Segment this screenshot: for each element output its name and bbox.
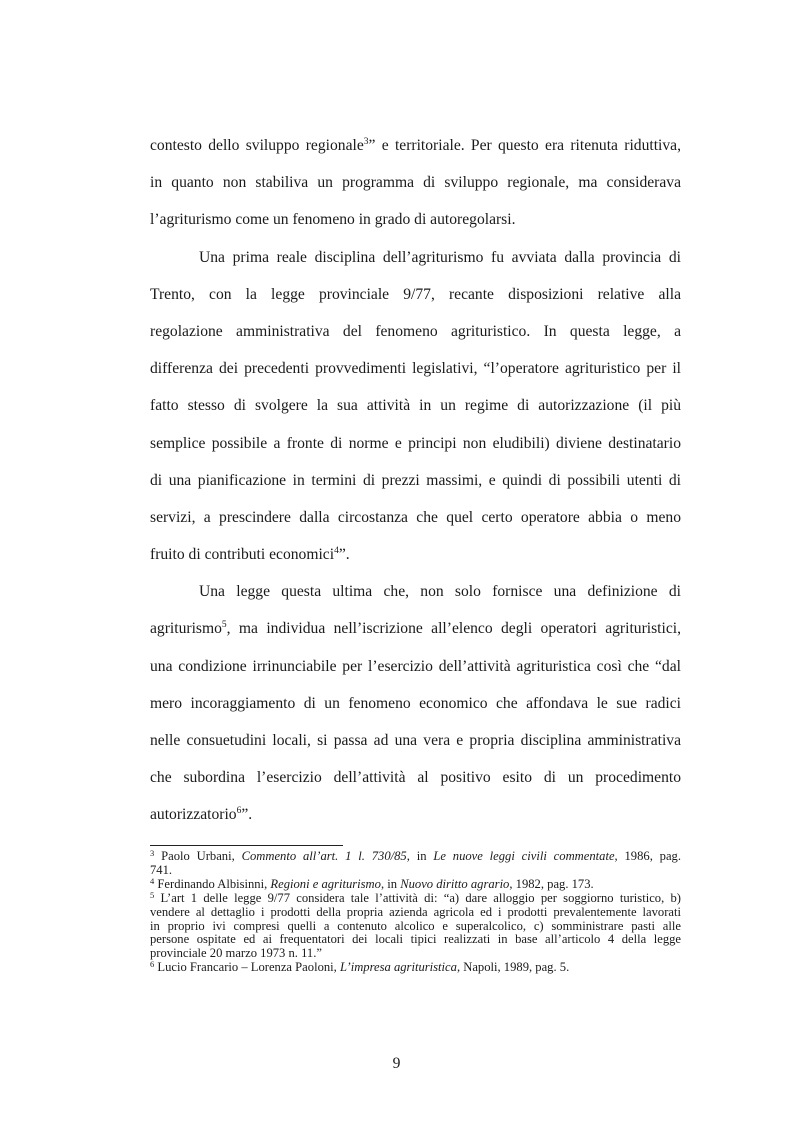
body-line: contesto dello sviluppo regionale$^3$” e territoriale. Per questo era ritenuta riduttiva, — [150, 137, 681, 154]
footnote-ref-4[interactable]: 4 — [334, 546, 339, 557]
body-line: Una legge questa ultima che, non solo fornisce una definizione di — [199, 583, 681, 601]
footnote-3: $^3$ Paolo Urbani, Commento all’art. 1 l. 730/85, in Le nuove leggi civili commentate, 1986, pag. 741. — [150, 848, 682, 877]
footnote-ref-5[interactable]: 5 — [221, 620, 227, 631]
body-line: in quanto non stabiliva un programma di sviluppo regionale, ma considerava — [150, 174, 681, 192]
footnote-number: 4 — [150, 875, 155, 886]
page-number: 9 — [392, 1055, 401, 1072]
body-line: mero incoraggiamento di un fenomeno economico che affondava le sue radici — [150, 694, 681, 712]
body-line: servizi, a prescindere dalla circostanza che quel certo operatore abbia o meno — [150, 508, 681, 526]
footnote-number: 3 — [150, 848, 155, 858]
body-line: semplice possibile a fronte di norme e principi non eludibili) diviene destinatario — [150, 434, 681, 452]
body-line: una condizione irrinunciabile per l’esercizio dell’attività agrituristica così che “dal — [150, 657, 681, 675]
footnotes — [150, 850, 681, 975]
footnote-number: 6 — [150, 959, 155, 970]
body-line: nelle consuetudini locali, si passa ad una vera e propria disciplina amministrativa — [150, 732, 681, 749]
footnote-4: $^4$ Ferdinando Albisinni, Regioni e agriturismo, in Nuovo diritto agrario, 1982, pag. 173. — [150, 875, 594, 891]
footnote-separator — [150, 845, 343, 846]
footnote-number: 5 — [150, 889, 155, 900]
body-line: l’agriturismo come un fenomeno in grado di autoregolarsi. — [150, 211, 516, 229]
body-line: fruito di contributi economici$^4$”. — [150, 546, 350, 564]
footnote-ref-3[interactable]: 3 — [363, 137, 369, 147]
body-line: fatto stesso di svolgere la sua attività in un regime di autorizzazione (il più — [150, 397, 681, 415]
footnote-ref-6[interactable]: 6 — [236, 806, 242, 817]
body-line: di una pianificazione in termini di prezzi massimi, e quindi di possibili utenti di — [150, 471, 681, 489]
body-line: autorizzatorio$^6$”. — [150, 806, 253, 824]
footnote-6: $^6$ Lucio Francario – Lorenza Paoloni, L’impresa agrituristica, Napoli, 1989, pag. 5. — [150, 959, 570, 975]
body-line: differenza dei precedenti provvedimenti legislativi, “l’operatore agrituristico per il — [150, 360, 681, 378]
body-line: Una prima reale disciplina dell’agriturismo fu avviata dalla provincia di — [199, 248, 681, 266]
body-line: Trento, con la legge provinciale 9/77, recante disposizioni relative alla — [150, 285, 681, 303]
body-line: regolazione amministrativa del fenomeno agrituristico. In questa legge, a — [150, 322, 681, 340]
body-line: agriturismo$^5$, ma individua nell’iscrizione all’elenco degli operatori agrituristici, — [150, 620, 681, 638]
footnote-5: $^5$ L’art 1 delle legge 9/77 considera tale l’attività di: “a) dare alloggio per soggiorno turistico, b) vendere al dettaglio i prodotti della propria azienda agricola ed i prodotti prevalentemente lavorati in proprio ivi compresi quelli a contenuto alcolico e superalcolico, c) somministrare pasti alle persone ospitate ed ai frequentatori dei locali tipici realizzati in base all’articolo 4 della legge provinciale 20 marzo 1973 n. 11.” — [150, 889, 681, 961]
body-text — [150, 127, 681, 834]
body-line: che subordina l’esercizio dell’attività al positivo esito di un procedimento — [150, 769, 681, 787]
